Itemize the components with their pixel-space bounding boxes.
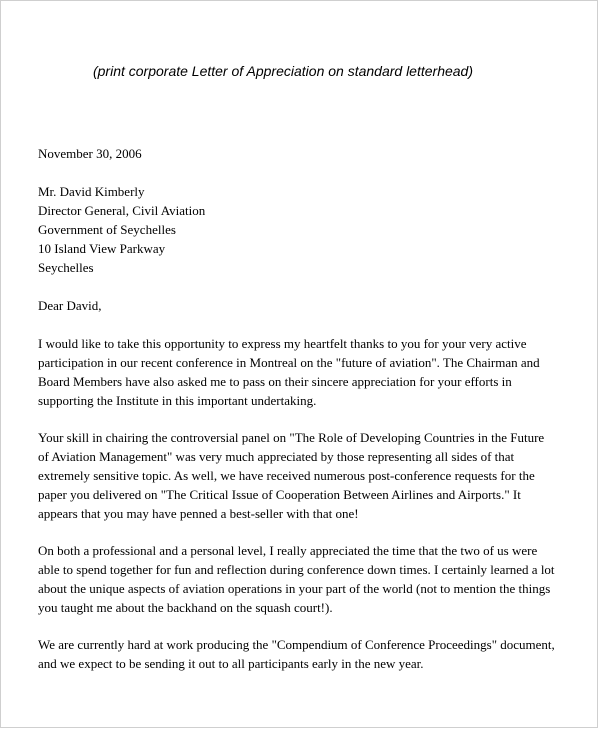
- letter-body: [38, 144, 558, 691]
- recipient-address: [38, 182, 558, 277]
- letter-date: November 30, 2006: [38, 146, 142, 161]
- recipient-title: Director General, Civil Aviation: [38, 203, 206, 218]
- paragraph-panel: Your skill in chairing the controversial panel on "The Role of Developing Countries in the Future of Aviation Management" was very much appreciated by those representing all sides of that extremely sensitive topic. As well, we have received numerous post-conference requests for the paper you delivered on "The Critical Issue of Cooperation Between Airlines and Airports." It appears that you may have penned a best-seller with that one!: [38, 430, 545, 521]
- recipient-country: Seychelles: [38, 260, 94, 275]
- recipient-organization: Government of Seychelles: [38, 222, 176, 237]
- salutation: Dear David,: [38, 298, 102, 313]
- paragraph-personal: On both a professional and a personal level, I really appreciated the time that the two of us were able to spend together for fun and reflection during conference down times. I certainly learned a lot about the unique aspects of aviation operations in your part of the world (not to mention the things you taught me about the backhand on the squash court!).: [38, 543, 555, 615]
- paragraph-compendium: We are currently hard at work producing the "Compendium of Conference Proceedings" document, and we expect to be sending it out to all participants early in the new year.: [38, 637, 555, 671]
- recipient-street: 10 Island View Parkway: [38, 241, 166, 256]
- recipient-name: Mr. David Kimberly: [38, 184, 145, 199]
- paragraph-thanks: I would like to take this opportunity to express my heartfelt thanks to you for your very active participation in our recent conference in Montreal on the "future of aviation". The Chairman and Board Members have also asked me to pass on their sincere appreciation for your efforts in supporting the Institute in this important undertaking.: [38, 336, 540, 408]
- letterhead-note: (print corporate Letter of Appreciation on standard letterhead): [92, 63, 474, 79]
